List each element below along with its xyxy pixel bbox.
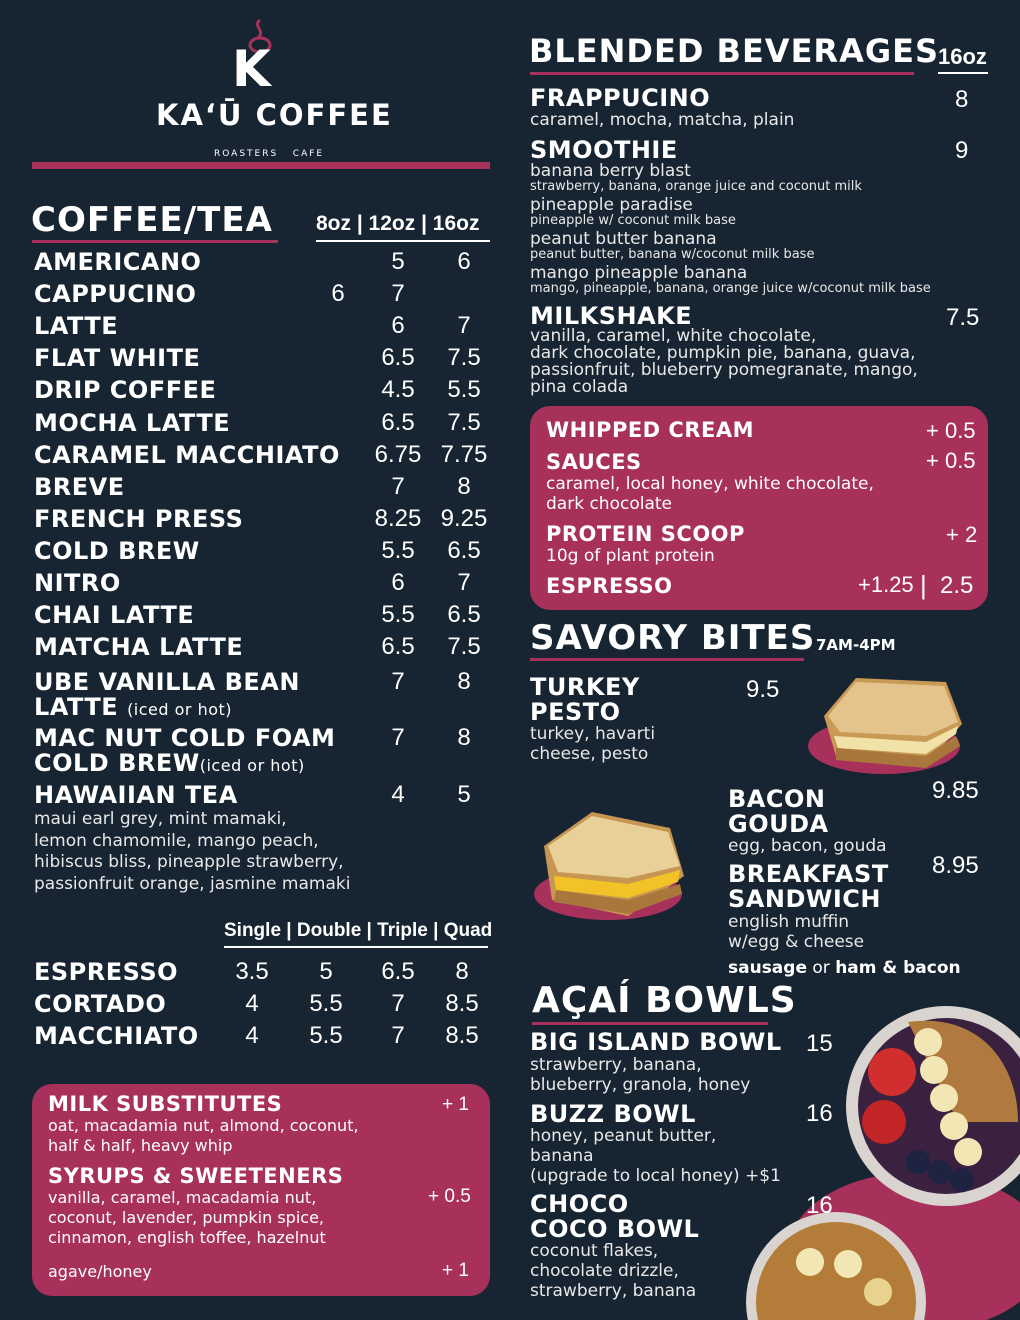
desc-line: honey, peanut butter, <box>530 1126 717 1146</box>
name-line: PESTO <box>530 698 621 726</box>
option-or: or <box>812 958 830 978</box>
syrups-title: SYRUPS & SWEETENERS <box>48 1164 344 1188</box>
whipped-cream-price: + 0.5 <box>926 418 976 443</box>
espresso-addon-price-double: 2.5 <box>940 572 974 599</box>
sandwich-meat-options <box>728 958 961 978</box>
desc-line: hibiscus bliss, pineapple strawberry, <box>34 852 344 872</box>
price-16oz: 7 <box>457 569 471 596</box>
price-16oz: 9.25 <box>440 504 488 532</box>
bacon-gouda-name <box>728 787 829 837</box>
desc-line: dark chocolate <box>546 494 672 514</box>
price-triple: 7 <box>391 1022 405 1049</box>
name-line: SANDWICH <box>728 885 881 913</box>
price-16oz: 7.5 <box>447 344 481 372</box>
turkey-pesto-sandwich-image <box>806 664 972 776</box>
menu-item-row <box>34 312 494 344</box>
desc-line: oat, macadamia nut, almond, coconut, <box>48 1116 359 1135</box>
price-16oz: 8 <box>457 668 471 695</box>
item-name: MACCHIATO <box>34 1022 199 1050</box>
option-ham-bacon: ham & bacon <box>835 958 961 978</box>
milk-substitutes-desc <box>48 1116 359 1156</box>
price-double: 5.5 <box>309 1022 343 1049</box>
sauces-name: SAUCES <box>546 450 642 474</box>
price-triple: 7 <box>391 990 405 1017</box>
smoothie-price: 9 <box>955 137 969 164</box>
price-12oz: 4 <box>391 781 405 808</box>
blended-title: BLENDED BEVERAGES <box>529 32 939 70</box>
desc-line: w/egg & cheese <box>728 932 865 952</box>
desc-line: half & half, heavy whip <box>48 1136 233 1155</box>
price-12oz: 5 <box>391 248 405 275</box>
price-12oz: 6.75 <box>374 440 422 468</box>
price-quad: 8.5 <box>445 990 479 1017</box>
whipped-cream-name: WHIPPED CREAM <box>546 418 754 442</box>
menu-item-row <box>34 376 494 408</box>
name-line: CHOCO <box>530 1190 629 1218</box>
name-line: TURKEY <box>530 673 640 701</box>
desc-line: (upgrade to local honey) +$1 <box>530 1166 781 1186</box>
name-line: BREAKFAST <box>728 860 889 888</box>
bacon-gouda-desc: egg, bacon, gouda <box>728 836 887 856</box>
item-name: LATTE <box>34 312 119 341</box>
price-12oz: 7 <box>391 668 405 695</box>
flavor-name: pineapple paradise <box>530 195 693 215</box>
flavor-name: peanut butter banana <box>530 229 717 249</box>
logo-mark: K <box>232 40 271 98</box>
agave-price: + 1 <box>442 1260 469 1281</box>
item-tag: (iced or hot) <box>127 700 233 719</box>
price-16oz: 6.5 <box>447 536 481 564</box>
espresso-addon-separator: | <box>920 570 927 600</box>
price-12oz: 6.5 <box>381 344 415 372</box>
sauces-desc <box>546 474 874 514</box>
milkshake-desc <box>530 328 918 396</box>
smoothie-name: SMOOTHIE <box>530 136 678 164</box>
price-12oz: 8.25 <box>374 504 422 532</box>
item-name-text: LATTE <box>34 693 119 721</box>
desc-line: maui earl grey, mint mamaki, <box>34 809 287 829</box>
espresso-header: Single | Double | Triple | Quad <box>224 920 493 941</box>
big-island-bowl-desc <box>530 1055 750 1095</box>
breakfast-sandwich-name <box>728 862 889 912</box>
desc-line: caramel, local honey, white chocolate, <box>546 474 874 494</box>
price-8oz: 6 <box>331 280 345 308</box>
item-tag: (iced or hot) <box>199 756 305 775</box>
logo <box>150 18 393 159</box>
price-single: 3.5 <box>235 958 269 985</box>
price-16oz: 5 <box>457 781 471 808</box>
desc-line: lemon chamomile, mango peach, <box>34 830 319 851</box>
item-name: UBE VANILLA BEAN <box>34 668 300 696</box>
espresso-item-row <box>34 958 494 990</box>
protein-price: + 2 <box>946 522 978 547</box>
flavor-name: banana berry blast <box>530 161 691 181</box>
turkey-pesto-desc <box>530 724 655 764</box>
desc-line: pina colada <box>530 377 629 397</box>
item-name-text: COLD BREW <box>34 749 200 777</box>
desc-line: vanilla, caramel, white chocolate, <box>530 326 817 346</box>
milkshake-name: MILKSHAKE <box>530 302 693 330</box>
buzz-bowl-price: 16 <box>806 1100 833 1127</box>
item-name-line2 <box>34 693 232 721</box>
price-16oz: 5.5 <box>447 376 481 404</box>
price-16oz: 7.5 <box>447 408 481 436</box>
desc-line: strawberry, banana, <box>530 1055 702 1075</box>
choco-coco-bowl-price: 16 <box>806 1192 833 1219</box>
price-16oz: 7 <box>457 312 471 340</box>
item-name: CORTADO <box>34 990 167 1018</box>
blended-size: 16oz <box>938 44 987 69</box>
item-name: FLAT WHITE <box>34 344 201 373</box>
agave-label: agave/honey <box>48 1262 152 1281</box>
desc-line: cheese, pesto <box>530 744 649 764</box>
price-16oz: 6 <box>457 248 471 275</box>
frappucino-name: FRAPPUCINO <box>530 84 711 112</box>
choco-coco-bowl-name <box>530 1192 699 1242</box>
espresso-item-row <box>34 1022 494 1054</box>
menu-item-row <box>34 537 494 569</box>
item-name: DRIP COFFEE <box>34 376 217 405</box>
price-double: 5 <box>319 958 333 985</box>
price-16oz: 7.75 <box>440 440 488 468</box>
desc-line: banana <box>530 1146 594 1166</box>
breakfast-sandwich-price: 8.95 <box>932 852 979 879</box>
big-island-bowl-name: BIG ISLAND BOWL <box>530 1028 782 1056</box>
item-name: FRENCH PRESS <box>34 504 244 533</box>
protein-name: PROTEIN SCOOP <box>546 522 745 546</box>
price-quad: 8.5 <box>445 1022 479 1049</box>
item-name-line2 <box>34 749 305 777</box>
milk-substitutes-title: MILK SUBSTITUTES <box>48 1092 283 1116</box>
item-name: COLD BREW <box>34 536 200 565</box>
price-16oz: 8 <box>457 724 471 751</box>
coffee-tea-title: COFFEE/TEA <box>31 200 273 240</box>
name-line: COCO BOWL <box>530 1215 700 1243</box>
flavor-desc: pineapple w/ coconut milk base <box>530 213 736 228</box>
flavor-desc: peanut butter, banana w/coconut milk base <box>530 247 815 262</box>
desc-line: vanilla, caramel, macadamia nut, <box>48 1188 317 1207</box>
menu-item-hawaiian-tea <box>34 781 494 893</box>
buzz-bowl-desc <box>530 1126 781 1186</box>
item-name: NITRO <box>34 569 121 597</box>
sauces-price: + 0.5 <box>926 448 976 473</box>
savory-underline <box>530 658 804 661</box>
brand-tagline: ROASTERS CAFE <box>214 149 325 159</box>
item-name: MOCHA LATTE <box>34 408 231 437</box>
menu-item-row <box>34 505 494 537</box>
desc-line: english muffin <box>728 912 850 932</box>
price-single: 4 <box>245 1022 259 1049</box>
savory-title: SAVORY BITES <box>530 618 816 658</box>
item-name: CHAI LATTE <box>34 601 195 630</box>
price-12oz: 5.5 <box>381 536 415 564</box>
blended-underline <box>530 72 914 75</box>
desc-line: strawberry, banana <box>530 1281 697 1301</box>
sizes-header-line <box>316 240 490 242</box>
bacon-gouda-sandwich-image <box>532 806 692 924</box>
breakfast-sandwich-desc <box>728 912 864 952</box>
price-triple: 6.5 <box>381 958 415 985</box>
price-12oz: 5.5 <box>381 601 415 629</box>
menu-item-row <box>34 473 494 505</box>
name-line: GOUDA <box>728 810 829 838</box>
coffee-tea-underline <box>32 240 278 243</box>
item-name: CAPPUCINO <box>34 280 197 309</box>
turkey-pesto-price: 9.5 <box>746 676 780 703</box>
menu-item-row <box>34 280 494 312</box>
buzz-bowl-name: BUZZ BOWL <box>530 1100 696 1128</box>
smoothie-flavors <box>530 162 980 296</box>
espresso-addon-price-single: +1.25 <box>858 572 914 597</box>
milkshake-price: 7.5 <box>946 304 980 331</box>
brand-name: KAʻŪ COFFEE <box>156 98 393 132</box>
option-sausage: sausage <box>728 958 807 978</box>
price-16oz: 7.5 <box>447 633 481 661</box>
desc-line: coconut, lavender, pumpkin spice, <box>48 1208 324 1227</box>
turkey-pesto-name <box>530 675 640 725</box>
price-16oz: 6.5 <box>447 601 481 629</box>
menu-item-row <box>34 248 494 280</box>
price-12oz: 6.5 <box>381 408 415 436</box>
item-name: MAC NUT COLD FOAM <box>34 724 336 752</box>
desc-line: passionfruit orange, jasmine mamaki <box>34 873 351 894</box>
choco-coco-bowl-desc <box>530 1241 696 1301</box>
milk-syrups-box <box>32 1084 490 1296</box>
menu-item-row <box>34 344 494 376</box>
desc-line: coconut flakes, <box>530 1241 659 1261</box>
price-12oz: 6 <box>391 569 405 596</box>
syrups-price: + 0.5 <box>428 1186 471 1207</box>
frappucino-desc: caramel, mocha, matcha, plain <box>530 110 795 130</box>
flavor-desc: strawberry, banana, orange juice and coconut milk <box>530 179 862 194</box>
desc-line: blueberry, granola, honey <box>530 1075 751 1095</box>
blended-size-line <box>938 72 988 74</box>
desc-line: cinnamon, english toffee, hazelnut <box>48 1228 326 1247</box>
espresso-item-row <box>34 990 494 1022</box>
item-name: MATCHA LATTE <box>34 633 244 662</box>
menu-item-row <box>34 441 494 473</box>
price-12oz: 6.5 <box>381 633 415 661</box>
item-name: BREVE <box>34 472 125 501</box>
menu-item-macnut <box>34 724 494 776</box>
desc-line: dark chocolate, pumpkin pie, banana, guava, <box>530 343 916 363</box>
bacon-gouda-price: 9.85 <box>932 777 979 804</box>
name-line: BACON <box>728 785 826 813</box>
syrups-desc <box>48 1188 326 1248</box>
price-quad: 8 <box>455 958 469 985</box>
desc-line: passionfruit, blueberry pomegranate, mango, <box>530 360 918 380</box>
protein-desc: 10g of plant protein <box>546 546 715 566</box>
price-12oz: 7 <box>391 280 405 308</box>
big-island-bowl-price: 15 <box>806 1030 833 1057</box>
savory-hours: 7AM-4PM <box>816 636 896 654</box>
acai-title: AÇAÍ BOWLS <box>532 980 797 1021</box>
price-12oz: 7 <box>391 724 405 751</box>
item-name: AMERICANO <box>34 248 202 276</box>
menu-item-row <box>34 601 494 633</box>
menu-item-row <box>34 633 494 665</box>
flavor-name: mango pineapple banana <box>530 263 748 283</box>
frappucino-price: 8 <box>955 86 969 113</box>
menu-item-row <box>34 409 494 441</box>
price-16oz: 8 <box>457 472 471 500</box>
espresso-addon-name: ESPRESSO <box>546 574 673 598</box>
milk-substitutes-price: + 1 <box>442 1094 469 1115</box>
addons-box <box>530 406 988 610</box>
espresso-header-line <box>224 946 488 948</box>
price-12oz: 7 <box>391 472 405 500</box>
item-description <box>34 809 350 895</box>
menu-item-ube <box>34 668 494 720</box>
item-name: HAWAIIAN TEA <box>34 781 238 809</box>
item-name: CARAMEL MACCHIATO <box>34 440 340 469</box>
price-single: 4 <box>245 990 259 1017</box>
flavor-desc: mango, pineapple, banana, orange juice w/coconut milk base <box>530 281 931 296</box>
header-divider <box>32 162 490 169</box>
sizes-header: 8oz | 12oz | 16oz <box>316 212 480 235</box>
price-12oz: 6 <box>391 312 405 340</box>
desc-line: turkey, havarti <box>530 724 656 744</box>
price-12oz: 4.5 <box>381 376 415 404</box>
menu-item-row <box>34 569 494 601</box>
desc-line: chocolate drizzle, <box>530 1261 679 1281</box>
price-double: 5.5 <box>309 990 343 1017</box>
item-name: ESPRESSO <box>34 958 179 986</box>
